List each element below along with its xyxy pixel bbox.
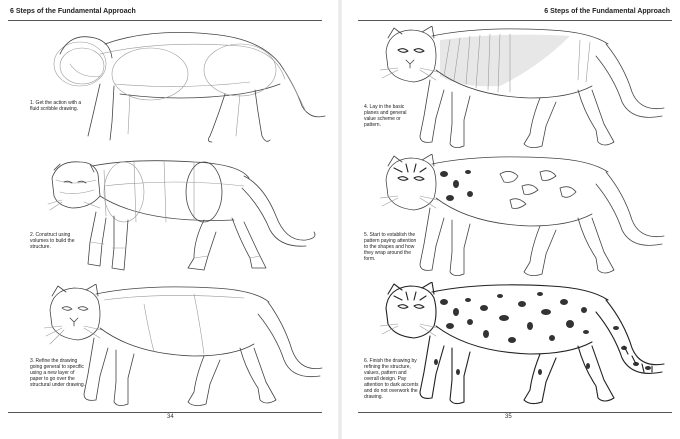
- footer-rule-right: [358, 412, 672, 413]
- cat-sketch-step-5: [380, 154, 676, 278]
- page-number-left: 34: [167, 414, 174, 420]
- cat-sketch-step-4: [380, 26, 676, 152]
- footer-rule-left: [8, 412, 322, 413]
- cat-sketch-step-1: [40, 24, 330, 154]
- header-rule-right: [358, 20, 672, 21]
- header-rule-left: [8, 20, 322, 21]
- right-page: [340, 0, 680, 439]
- chapter-header-right: 6 Steps of the Fundamental Approach: [544, 8, 670, 15]
- step-5-caption: 5. Start to establish the pattern paying attention to the shapes and how they wrap around the form.: [364, 232, 417, 262]
- leopard-spots: [434, 292, 651, 375]
- value-planes: [380, 26, 664, 148]
- cat-sketch-step-3: [44, 284, 329, 412]
- step-1-caption: 1. Get the action with a fluid scribble drawing.: [30, 100, 82, 112]
- step-4-caption: 4. Lay in the basic planes and general value scheme or pattern.: [364, 104, 407, 128]
- volume-construction: [48, 160, 315, 270]
- pattern-establishing: [380, 154, 664, 276]
- gesture-lines: [54, 32, 325, 142]
- cat-sketch-step-6: [380, 282, 676, 408]
- step-6-caption: 6. Finish the drawing by refining the structure, values, pattern and overall design. Pay attention to dark accents and do not overwork the drawing.: [364, 358, 419, 400]
- page-number-right: 35: [505, 414, 512, 420]
- chapter-header-left: 6 Steps of the Fundamental Approach: [10, 8, 136, 15]
- cat-sketch-step-2: [44, 156, 324, 282]
- step-3-caption: 3. Refine the drawing going general to specific using a new layer of paper to go over the structural under drawing.: [30, 358, 86, 388]
- step-2-caption: 2. Construct using volumes to build the structure.: [30, 232, 75, 250]
- finished-drawing: [380, 282, 664, 404]
